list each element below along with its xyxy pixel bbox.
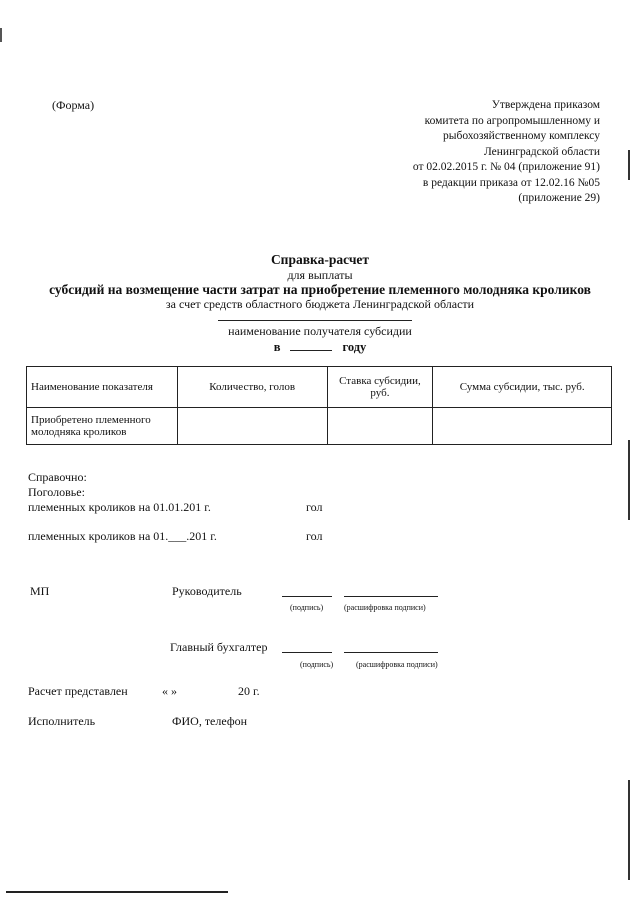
- header-indicator: Наименование показателя: [27, 367, 178, 408]
- head-label: Руководитель: [172, 584, 242, 598]
- accountant-decoding-caption: (расшифровка подписи): [356, 660, 438, 669]
- head-signature-caption: (подпись): [290, 603, 324, 612]
- header-amount: Сумма субсидии, тыс. руб.: [433, 367, 612, 408]
- submitted-year: 20 г.: [238, 684, 260, 698]
- livestock-label: Поголовье:: [28, 485, 85, 499]
- accountant-decoding-line[interactable]: [344, 652, 438, 653]
- stamp-label: МП: [30, 584, 50, 598]
- reference-heading: Справочно:: [28, 470, 87, 484]
- year-row: [0, 340, 640, 355]
- year-suffix: году: [342, 340, 367, 354]
- livestock-line-1: племенных кроликов на 01.01.201 г.: [28, 500, 211, 514]
- row-rate[interactable]: [327, 408, 433, 445]
- header-quantity: Количество, голов: [177, 367, 327, 408]
- row-quantity[interactable]: [177, 408, 327, 445]
- row-amount[interactable]: [433, 408, 612, 445]
- livestock-line-2: племенных кроликов на 01.___.201 г.: [28, 529, 217, 543]
- head-decoding-caption: (расшифровка подписи): [344, 603, 426, 612]
- approval-block: [360, 98, 600, 207]
- accountant-label: Главный бухгалтер: [170, 640, 268, 654]
- scan-edge-mark: [628, 150, 630, 180]
- form-label: (Форма): [52, 98, 95, 112]
- recipient-line: [218, 320, 412, 321]
- scan-mark: [0, 28, 2, 42]
- document-title: Справка-расчет: [270, 252, 370, 267]
- executor-label: Исполнитель: [28, 714, 96, 728]
- approval-line: комитета по агропромышленному и: [424, 114, 600, 127]
- scan-edge-mark: [628, 780, 630, 880]
- document-purpose: субсидий на возмещение части затрат на приобретение племенного молодняка кроликов: [49, 282, 591, 297]
- header-rate: Ставка субсидии, руб.: [327, 367, 433, 408]
- approval-line: Утверждена приказом: [491, 99, 600, 111]
- approval-line: рыбохозяйственному комплексу: [443, 130, 600, 142]
- scan-edge-mark: [628, 440, 630, 520]
- submitted-date-quote: « »: [162, 684, 177, 698]
- accountant-signature-line[interactable]: [282, 652, 332, 653]
- submitted-label: Расчет представлен: [28, 684, 128, 698]
- footer-rule: [6, 891, 228, 893]
- approval-line: (приложение 29): [518, 192, 600, 204]
- approval-line: в редакции приказа от 12.02.16 №05: [422, 176, 600, 189]
- accountant-signature-caption: (подпись): [300, 660, 334, 669]
- head-decoding-line[interactable]: [344, 596, 438, 597]
- livestock-unit-2: гол: [306, 529, 323, 543]
- approval-line: Ленинградской области: [483, 145, 600, 158]
- subsidy-table: [26, 366, 612, 445]
- executor-value: ФИО, телефон: [172, 714, 248, 728]
- document-funding: за счет средств областного бюджета Ленинградской области: [165, 297, 475, 311]
- head-signature-line[interactable]: [282, 596, 332, 597]
- year-blank: [290, 340, 332, 351]
- livestock-unit-1: гол: [306, 500, 323, 514]
- document-subtitle: для выплаты: [287, 268, 353, 282]
- table-row: [27, 408, 612, 445]
- recipient-caption: наименование получателя субсидии: [228, 324, 412, 338]
- table-header-row: [27, 367, 612, 408]
- row-indicator: Приобретено племенного молодняка кроликов: [27, 408, 178, 445]
- approval-line: от 02.02.2015 г. № 04 (приложение 91): [412, 161, 600, 173]
- year-prefix: в: [273, 340, 281, 354]
